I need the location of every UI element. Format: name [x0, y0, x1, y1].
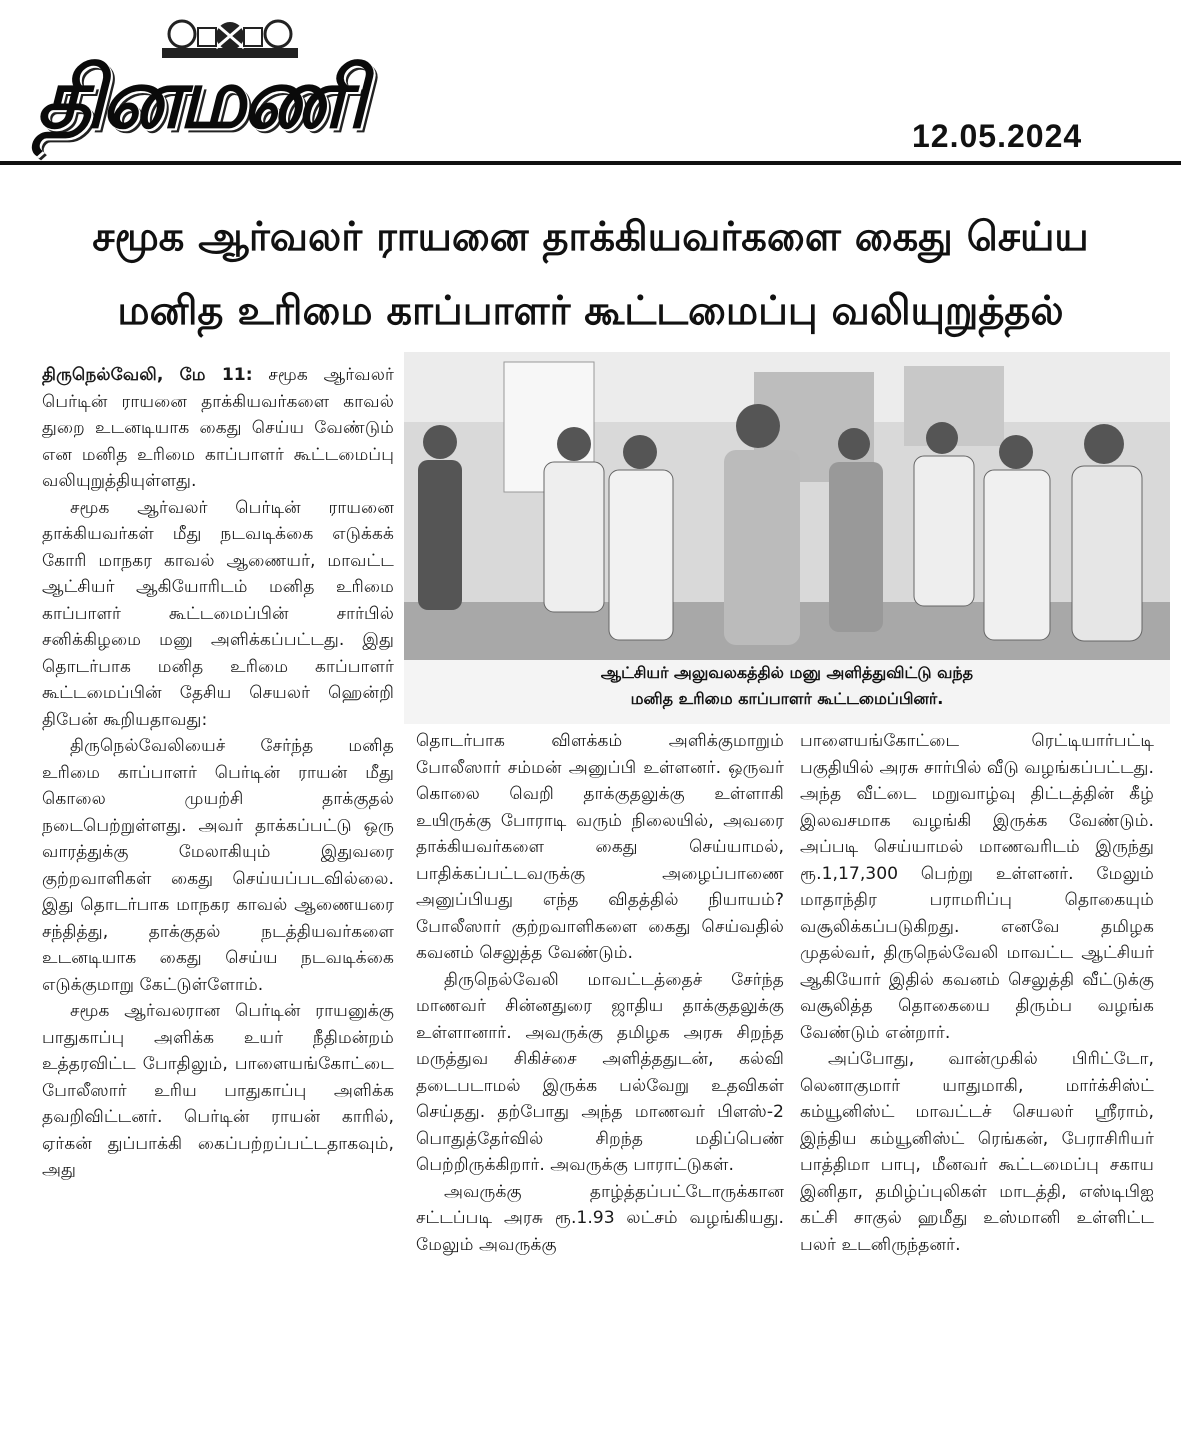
article-paragraph: அவருக்கு தாழ்த்தப்பட்டோருக்கான சட்டப்படி அரசு ரூ.1.93 லட்சம் வழங்கியது. மேலும் அவருக்கு	[416, 1181, 784, 1255]
article-dateline: திருநெல்வேலி, மே 11:	[42, 365, 253, 385]
group-photo-image	[404, 352, 1170, 660]
article-paragraph: சமூக ஆர்வலரான பெர்டின் ராயனுக்கு பாதுகாப்பு அளிக்க உயர் நீதிமன்றம் உத்தரவிட்ட போதிலும், பாளையங்கோட்டை போலீஸார் உரிய பாதுகாப்பு அளிக்க தவறிவிட்டனர். பெர்டின் ராயன் காரில், ஏர்கன் துப்பாக்கி கைப்பற்றப்பட்டதாகவும், அது	[42, 1001, 394, 1180]
headline-line-2: மனித உரிமை காப்பாளர் கூட்டமைப்பு வலியுறுத்தல்	[117, 288, 1064, 334]
article-paragraph: சமூக ஆர்வலர் பெர்டின் ராயனை தாக்கியவர்கள் மீது நடவடிக்கை எடுக்கக் கோரி மாநகர காவல் ஆணையர், மாவட்ட ஆட்சியர் ஆகியோரிடம் மனித உரிமை காப்பாளர் கூட்டமைப்பின் சார்பில் சனிக்கிழமை மனு அளிக்கப்பட்டது. இது தொடர்பாக மனித உரிமை காப்பாளர் கூட்டமைப்பின் தேசிய செயலர் ஹென்றி திபேன் கூறியதாவது:	[42, 497, 394, 730]
article-column-2	[416, 728, 784, 1422]
article-paragraph: திருநெல்வேலி மாவட்டத்தைச் சேர்ந்த மாணவர் சின்னதுரை ஜாதிய தாக்குதலுக்கு உள்ளானார். அவருக்கு தமிழக அரசு சிறந்த மருத்துவ சிகிச்சை அளித்ததுடன், கல்வி தடைபடாமல் இருக்க பல்வேறு உதவிகள் செய்தது. தற்போது அந்த மாணவர் பிளஸ்-2 பொதுத்தேர்வில் சிறந்த மதிப்பெண் பெற்றிருக்கிறார். அவருக்கு பாராட்டுகள்.	[416, 969, 784, 1175]
masthead	[0, 0, 1181, 166]
article-paragraph: அப்போது, வான்முகில் பிரிட்டோ, லெனாகுமார் யாதுமாகி, மார்க்சிஸ்ட் கம்யூனிஸ்ட் மாவட்டச் செயலர் ஸ்ரீராம், இந்திய கம்யூனிஸ்ட் ரெங்கன், பேராசிரியர் பாத்திமா பாபு, மீனவர் கூட்டமைப்பு சகாய இனிதா, தமிழ்ப்புலிகள் மாடத்தி, எஸ்டிபிஐ கட்சி சாகுல் ஹமீது உஸ்மானி உள்ளிட்ட பலர் உடனிருந்தனர்.	[800, 1049, 1154, 1255]
article-paragraph: சமூக ஆர்வலர் பெர்டின் ராயனை தாக்கியவர்களை காவல் துறை உடனடியாக கைது செய்ய வேண்டும் என மனித உரிமை காப்பாளர் கூட்டமைப்பு வலியுறுத்தியுள்ளது.	[42, 365, 394, 491]
article-paragraph: தொடர்பாக விளக்கம் அளிக்குமாறும் போலீஸார் சம்மன் அனுப்பி உள்ளனர். ஒருவர் கொலை வெறி தாக்குதலுக்கு உள்ளாகி உயிருக்கு போராடி வரும் நிலையில், அவரை தாக்கியவர்களை கைது செய்யாமல், பாதிக்கப்பட்டவருக்கு அழைப்பாணை அனுப்பியது எந்த விதத்தில் நியாயம்? போலீஸார் குற்றவாளிகளை கைது செய்வதில் கவனம் செலுத்த வேண்டும்.	[416, 731, 784, 963]
article-paragraph: பாளையங்கோட்டை ரெட்டியார்பட்டி பகுதியில் அரசு சார்பில் வீடு வழங்கப்பட்டது. அந்த வீட்டை மறுவாழ்வு திட்டத்தின் கீழ் இலவசமாக வழங்கி இருக்க வேண்டும். அப்படி செய்யாமல் மாணவரிடம் இருந்து ரூ.1,17,300 பெற்று உள்ளனர். மேலும் மாதாந்திர பராமரிப்பு தொகையும் வசூலிக்கப்படுகிறது. எனவே தமிழக முதல்வர், திருநெல்வேலி மாவட்ட ஆட்சியர் ஆகியோர் இதில் கவனம் செலுத்தி வீட்டுக்கு வசூலித்த தொகையை திரும்ப வழங்க வேண்டும் என்றார்.	[800, 731, 1154, 1043]
article-paragraph: திருநெல்வேலியைச் சேர்ந்த மனித உரிமை காப்பாளர் பெர்டின் ராயன் மீது கொலை முயற்சி தாக்குதல் நடைபெற்றுள்ளது. அவர் தாக்கப்பட்டு ஒரு வாரத்துக்கு மேலாகியும் இதுவரை குற்றவாளிகள் கைது செய்யப்படவில்லை. இது தொடர்பாக மாநகர காவல் ஆணையரை சந்தித்து, தாக்குதல் நடத்தியவர்களை உடனடியாக கைது செய்ய நடவடிக்கை எடுக்குமாறு கேட்டுள்ளோம்.	[42, 736, 394, 995]
masthead-logo: தினமணி	[36, 49, 363, 147]
photo-caption-line-1: ஆட்சியர் அலுவலகத்தில் மனு அளித்துவிட்டு வந்த	[600, 663, 974, 682]
publication-date: 12.05.2024	[912, 118, 1083, 154]
headline-line-1: சமூக ஆர்வலர் ராயனை தாக்கியவர்களை கைது செய்ய	[92, 214, 1089, 260]
article-column-1	[42, 362, 394, 1422]
masthead-rule	[0, 161, 1181, 165]
article-column-3	[800, 728, 1154, 1422]
photo-caption	[404, 660, 1170, 720]
photo-caption-line-2: மனித உரிமை காப்பாளர் கூட்டமைப்பினர்.	[630, 689, 944, 708]
